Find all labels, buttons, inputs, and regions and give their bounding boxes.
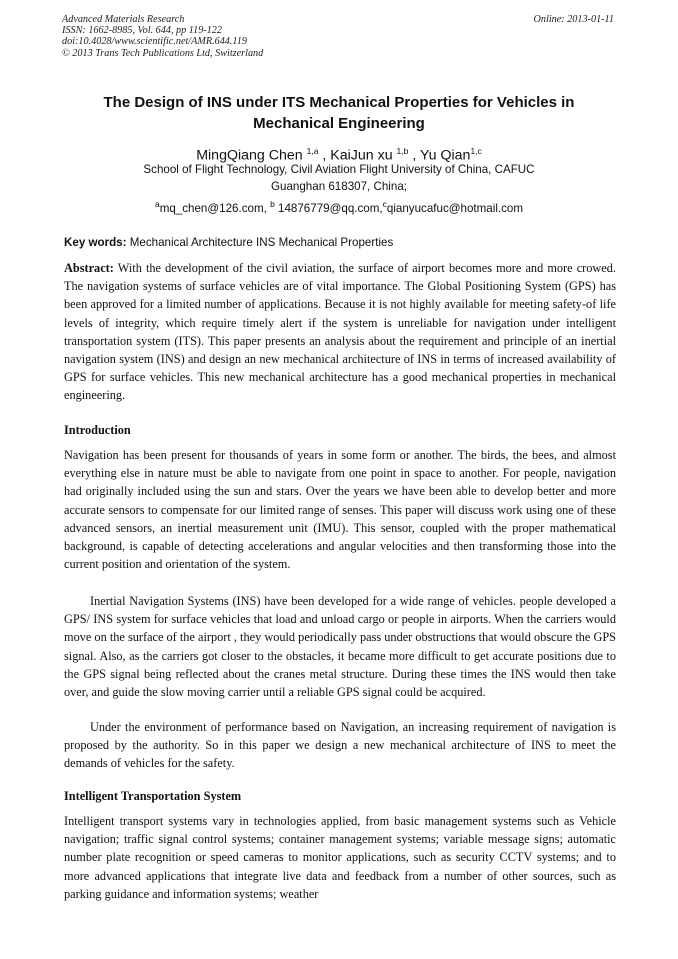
affiliation-line-2: Guanghan 618307, China;	[270, 180, 408, 193]
abstract	[64, 259, 616, 405]
intro-paragraph-2: Inertial Navigation Systems (INS) have been developed for a wide range of vehicles. people developed a GPS/ INS system for surface vehicles that load and unload cargo or people in airports. When the carriers would move on the surface of the airport , they would periodically pass under obstructions that would obscure the GPS signal. Also, as the carriers got closer to the obstacles, it became more difficult to get accurate positions due to the GPS signal being reflected about the cranes metal structure. During these times the INS would then take over, and guide the slow moving carrier until a reliable GPS signal could be acquired.	[64, 594, 616, 700]
keywords	[64, 235, 616, 250]
abstract-text: With the development of the civil aviation, the surface of airport becomes more and more crowed. The navigation systems of surface vehicles are of vital importance. The Global Positioning System (GPS) has been approved for a limited number of applications. Because it is not highly available for meeting safety-of life levels of integrity, which require timely alert if the system is unreliable for navigation under intelligent transportation system (ITS). This paper presents an analysis about the requirement and principle of an inertial navigation system (INS) and design an new mechanical architecture of INS in terms of increased availability of GPS for surface vehicles. This new mechanical architecture has a good mechanical properties in mechanical engineering.	[64, 261, 616, 403]
email-address: 14876779@qq.com,	[274, 201, 383, 215]
title-line-1: The Design of INS under ITS Mechanical Properties for Vehicles in	[103, 94, 575, 111]
section-heading-its: Intelligent Transportation System	[64, 789, 242, 803]
email-mark: c	[382, 199, 387, 209]
doi-line: doi:10.4028/www.scientific.net/AMR.644.119	[62, 36, 247, 48]
email-address: mq_chen@126.com,	[159, 201, 271, 215]
paper-title	[40, 92, 638, 134]
its-paragraph-1: Intelligent transport systems vary in technologies applied, from basic management systems such as Vehicle navigation; traffic signal control systems; container management systems; variable message signs; automatic number plate recognition or speed cameras to monitor applications, such as security CCTV systems; and to more advanced applications that integrate live data and feedback from a number of other sources, such as parking guidance and information systems; weather	[64, 814, 616, 901]
running-header	[62, 14, 614, 59]
affiliation-line-1: School of Flight Technology, Civil Aviation Flight University of China, CAFUC	[143, 163, 535, 176]
online-date: Online: 2013-01-11	[533, 14, 614, 25]
keywords-label: Key words:	[64, 236, 127, 249]
author-separator: ,	[408, 147, 420, 164]
author-affiliation-mark: 1,a	[306, 146, 319, 156]
copyright-line: © 2013 Trans Tech Publications Ltd, Switzerland	[62, 47, 264, 59]
issn-line: ISSN: 1662-8985, Vol. 644, pp 119-122	[62, 25, 222, 37]
author-separator: ,	[318, 147, 331, 164]
keywords-text: Mechanical Architecture INS Mechanical Properties	[126, 236, 394, 249]
author-name: MingQiang Chen	[196, 147, 303, 164]
author-emails	[40, 196, 638, 217]
author-name: KaiJun xu	[330, 147, 393, 164]
journal-name: Advanced Materials Research	[62, 14, 185, 25]
email-address: qianyucafuc@hotmail.com	[386, 201, 524, 215]
author-name: Yu Qian	[419, 147, 471, 164]
title-line-2: Mechanical Engineering	[253, 115, 425, 132]
author-affiliation-mark: 1,c	[470, 146, 482, 156]
author-affiliation-mark: 1,b	[396, 146, 409, 156]
intro-paragraph-3: Under the environment of performance based on Navigation, an increasing requirement of navigation is proposed by the authority. So in this paper we design a new mechanical architecture of INS to meet the demands of vehicles for the safety.	[64, 720, 616, 771]
email-mark: a	[154, 199, 160, 209]
intro-paragraph-1: Navigation has been present for thousands of years in some form or another. The birds, the bees, and almost everything else in nature must be able to navigate from one point in space to another. For people, navigation had originally included using the sun and stars. Over the years we have been able to develop better and more accurate sensors to compensate for our limited range of senses. This paper will discuss work using one of these advanced sensors, an inertial measurement unit (IMU). This sensor, coupled with the proper mathematical background, is capable of detecting accelerations and angular velocities and then transforming those into the current position and orientation of the system.	[64, 448, 616, 572]
section-heading-introduction: Introduction	[64, 423, 131, 437]
abstract-label: Abstract:	[64, 261, 114, 275]
email-mark: b	[270, 199, 275, 209]
